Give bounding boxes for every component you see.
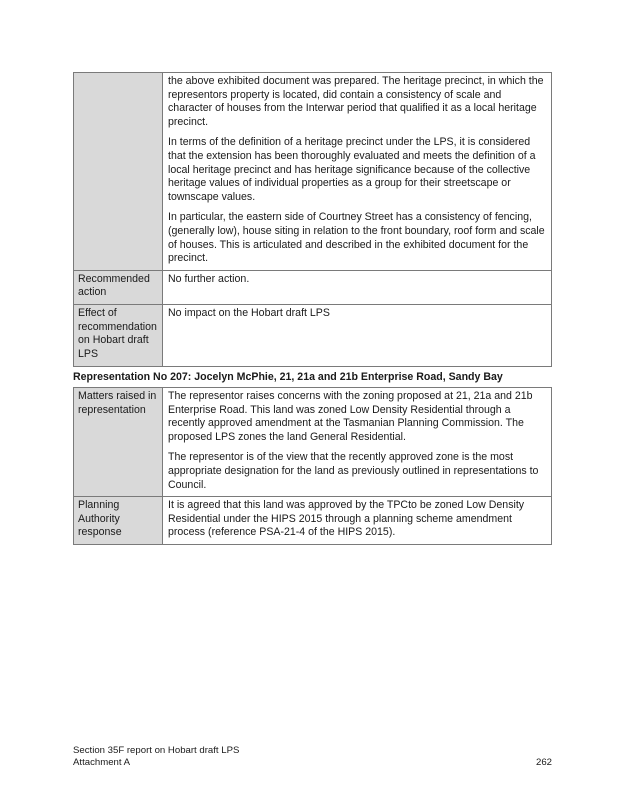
row-label-empty — [74, 73, 163, 271]
representation-207-table — [73, 387, 552, 545]
matters-raised-cell — [163, 388, 552, 497]
table-row — [74, 304, 552, 366]
planning-authority-response-value: It is agreed that this land was approved by the TPCto be zoned Low Density Residential under the HIPS 2015 through a planning scheme amendment process (reference PSA-21-4 of the HIPS 2015). — [163, 497, 552, 545]
row-label-matters-raised: Matters raised in representation — [74, 388, 163, 497]
effect-of-recommendation-value: No impact on the Hobart draft LPS — [163, 304, 552, 366]
table-row — [74, 270, 552, 304]
footer-attachment: Attachment A — [73, 757, 131, 768]
paragraph: The representor is of the view that the recently approved zone is the most appropriate designation for the land as previously outlined in representations to Council. — [168, 451, 539, 491]
row-label-recommended-action: Recommended action — [74, 270, 163, 304]
paragraph: The representor raises concerns with the zoning proposed at 21, 21a and 21b Enterprise Road. This land was zoned Low Density Residential through a recently approved amendment at the Tasmanian Planning Commission. The proposed LPS zones the land General Residential. — [168, 390, 533, 443]
paragraph: In terms of the definition of a heritage precinct under the LPS, it is considered that the extension has been thoroughly evaluated and meets the definition of a local heritage precinct and has heritage significance because of the collective heritage values of individual properties as a group for their streetscape or townscape values. — [168, 136, 536, 203]
page-number: 262 — [535, 757, 552, 768]
table-row — [74, 73, 552, 271]
recommended-action-value: No further action. — [163, 270, 552, 304]
table-row — [74, 388, 552, 497]
footer-report-title: Section 35F report on Hobart draft LPS — [73, 745, 240, 756]
representation-heading: Representation No 207: Jocelyn McPhie, 21, 21a and 21b Enterprise Road, Sandy Bay — [73, 371, 503, 383]
row-label-effect-of-recommendation: Effect of recommendation on Hobart draft LPS — [74, 304, 163, 366]
row-label-planning-authority-response: Planning Authority response — [74, 497, 163, 545]
page-footer — [73, 745, 239, 769]
paragraph: the above exhibited document was prepared. The heritage precinct, in which the representors property is located, did contain a consistency of scale and character of houses from the Interwar period that qualified it as a local heritage precinct. — [168, 75, 544, 128]
paragraph: In particular, the eastern side of Courtney Street has a consistency of fencing, (generally low), house siting in relation to the front boundary, roof form and scale of houses. This is articulated and described in the exhibited document for the precinct. — [168, 211, 545, 265]
representation-table-continued — [73, 72, 552, 367]
response-cell — [163, 73, 552, 271]
table-row — [74, 497, 552, 545]
